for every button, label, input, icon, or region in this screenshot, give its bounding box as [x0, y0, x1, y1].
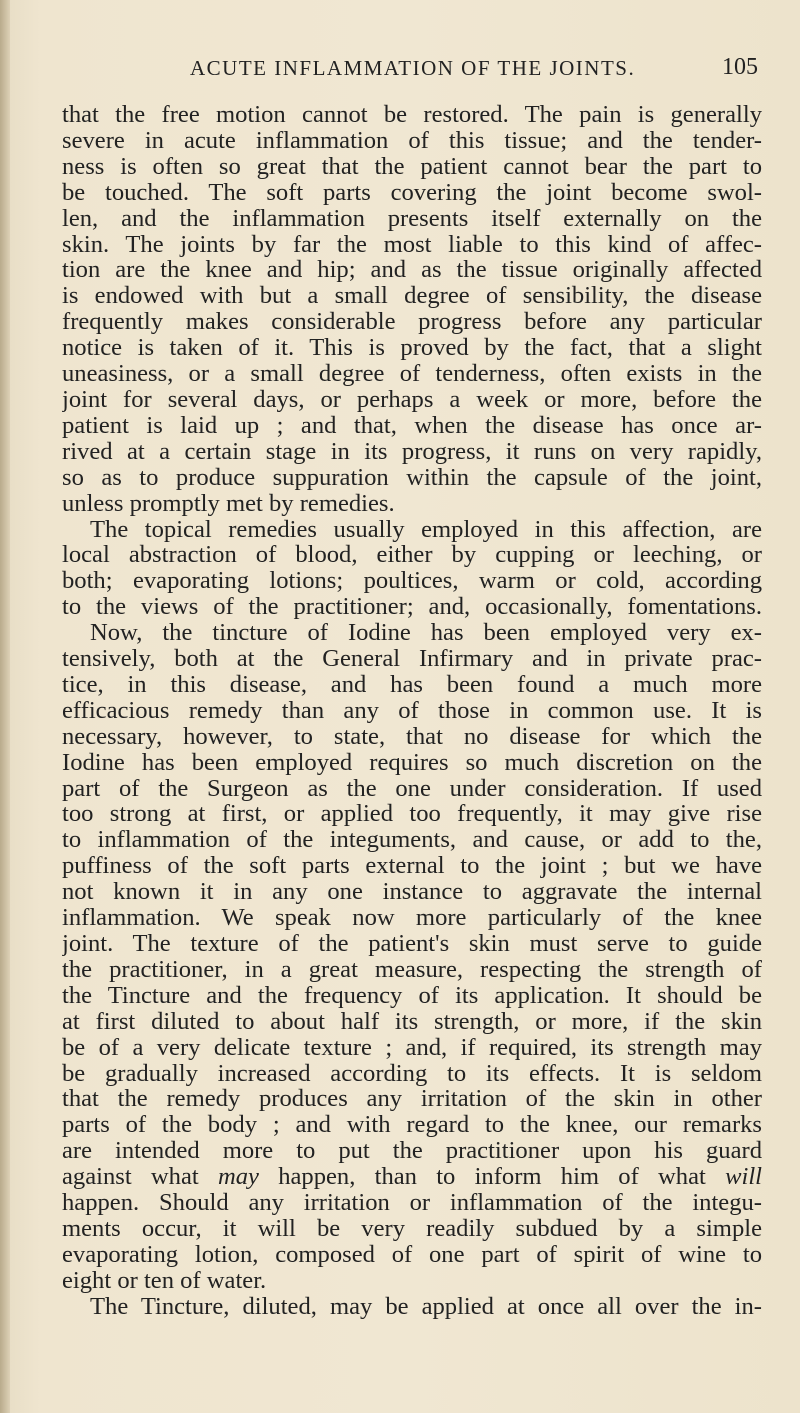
text-line: unless promptly met by remedies.	[62, 490, 395, 517]
text-line: tice, in this disease, and has been found a much more	[62, 671, 762, 698]
text-line: not known it in any one instance to aggravate the internal	[62, 879, 762, 906]
text-line: inflammation. We speak now more particularly of the knee	[62, 905, 762, 931]
text-fragment: happen, than to inform him of what	[258, 1164, 726, 1191]
page-header	[190, 56, 770, 96]
text-line: uneasiness, or a small degree of tenderness, often exists in the	[62, 361, 762, 387]
text-line: joint for several days, or perhaps a week or more, before the	[62, 386, 762, 413]
page-gutter	[0, 0, 10, 1413]
text-line: both; evaporating lotions; poultices, warm or cold, according	[62, 568, 762, 595]
text-line: are intended more to put the practitioner upon his guard	[62, 1138, 762, 1165]
text-line: Iodine has been employed requires so much discretion on the	[62, 749, 762, 776]
text-line: joint. The texture of the patient's skin must serve to guide	[62, 931, 762, 957]
text-line: eight or ten of water.	[62, 1267, 267, 1294]
text-line: notice is taken of it. This is proved by the fact, that a slight	[62, 335, 762, 362]
text-line: too strong at first, or applied too frequently, it may give rise	[62, 801, 762, 828]
text-line: at first diluted to about half its strength, or more, if the skin	[62, 1008, 762, 1035]
emphasis-will: will	[725, 1164, 762, 1191]
text-line: to the views of the practitioner; and, occasionally, fomentations.	[62, 594, 762, 621]
running-head: ACUTE INFLAMMATION OF THE JOINTS.	[190, 56, 636, 80]
emphasis-may: may	[217, 1164, 259, 1191]
text-line: rived at a certain stage in its progress, it runs on very rapidly,	[62, 438, 762, 465]
text-line: local abstraction of blood, either by cupping or leeching, or	[62, 542, 762, 569]
text-line: tion are the knee and hip; and as the tissue originally affected	[62, 257, 762, 284]
text-line-with-emphasis	[62, 1164, 762, 1190]
text-line: that the free motion cannot be restored. The pain is generally	[62, 102, 762, 128]
text-line: patient is laid up ; and that, when the disease has once ar-	[62, 412, 762, 439]
text-line: len, and the inflammation presents itself externally on the	[62, 205, 762, 232]
text-line: so as to produce suppuration within the capsule of the joint,	[62, 464, 762, 491]
text-line: ments occur, it will be very readily subdued by a simple	[62, 1215, 762, 1242]
text-line: efficacious remedy than any of those in common use. It is	[62, 697, 762, 724]
text-fragment: against what	[62, 1164, 218, 1191]
text-line: that the remedy produces any irritation of the skin in other	[62, 1086, 762, 1113]
text-line: part of the Surgeon as the one under consideration. If used	[62, 775, 762, 802]
text-line: be of a very delicate texture ; and, if required, its strength may	[62, 1034, 762, 1061]
text-line: the Tincture and the frequency of its application. It should be	[62, 982, 762, 1009]
text-line: evaporating lotion, composed of one part of spirit of wine to	[62, 1241, 762, 1268]
text-line: be gradually increased according to its effects. It is seldom	[62, 1060, 762, 1087]
text-line: The topical remedies usually employed in this affection, are	[90, 516, 762, 543]
text-line: ness is often so great that the patient cannot bear the part to	[62, 153, 762, 180]
text-line: necessary, however, to state, that no disease for which the	[62, 723, 762, 750]
text-line: to inflammation of the integuments, and cause, or add to the,	[62, 827, 762, 854]
text-line: parts of the body ; and with regard to the knee, our remarks	[62, 1112, 762, 1139]
text-line: skin. The joints by far the most liable to this kind of affec-	[62, 231, 762, 258]
text-line: the practitioner, in a great measure, respecting the strength of	[62, 956, 762, 983]
text-line: puffiness of the soft parts external to the joint ; but we have	[62, 853, 762, 880]
text-line: Now, the tincture of Iodine has been employed very ex-	[90, 620, 762, 647]
text-line: The Tincture, diluted, may be applied at once all over the in-	[90, 1293, 762, 1320]
text-line: tensively, both at the General Infirmary and in private prac-	[62, 646, 762, 672]
body-text	[62, 102, 762, 1320]
text-line: is endowed with but a small degree of sensibility, the disease	[62, 283, 762, 310]
text-line: severe in acute inflammation of this tissue; and the tender-	[62, 127, 762, 154]
text-line: be touched. The soft parts covering the joint become swol-	[62, 179, 762, 206]
text-line: frequently makes considerable progress before any particular	[62, 309, 762, 336]
page-number: 105	[722, 54, 758, 80]
text-line: happen. Should any irritation or inflammation of the integu-	[62, 1190, 762, 1216]
